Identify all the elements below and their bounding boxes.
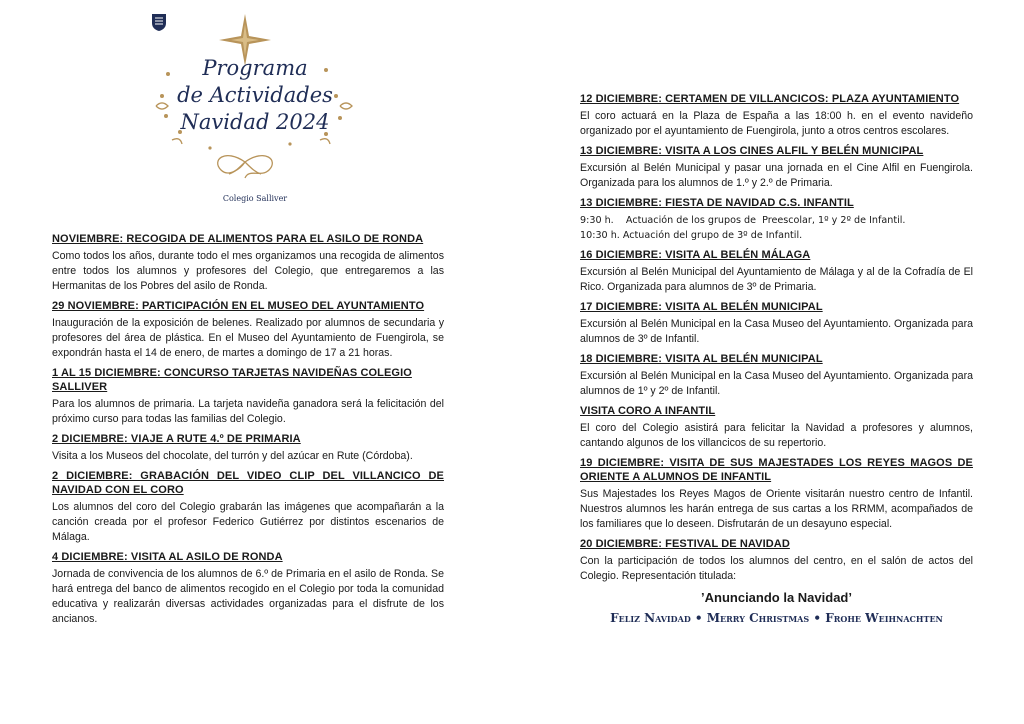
activity-description: Excursión al Belén Municipal y pasar una jornada en el Cine Alfil en Fuengirola. Organizada para los alumnos de 1.º y 2.º de Primaria. [580, 162, 973, 189]
activity-description: El coro actuará en la Plaza de España a las 18:00 h. en el evento navideño organizado por el ayuntamiento de Fuengirola, junto a otros centros escolares. [580, 110, 973, 137]
activity-entry [52, 232, 444, 294]
activity-entry [52, 366, 444, 427]
activity-entry [580, 248, 973, 295]
activity-heading: 16 DICIEMBRE: VISITA AL BELÉN MÁLAGA [580, 249, 811, 261]
activity-heading: 2 DICIEMBRE: GRABACIÓN DEL VIDEO CLIP DEL VILLANCICO DE NAVIDAD CON EL CORO [52, 470, 444, 496]
activity-heading: 17 DICIEMBRE: VISITA AL BELÉN MUNICIPAL [580, 301, 823, 313]
activity-heading: 19 DICIEMBRE: VISITA DE SUS MAJESTADES LOS REYES MAGOS DE ORIENTE A ALUMNOS DE INFANTIL [580, 457, 973, 483]
activity-description: Jornada de convivencia de los alumnos de 6.º de Primaria en el asilo de Ronda. Se hará entrega del banco de alimentos recogido en el Colegio por toda la comunidad educativa y realizarán diversas actividades organizadas para el disfrute de los ancianos. [52, 568, 444, 625]
activity-heading: 13 DICIEMBRE: VISITA A LOS CINES ALFIL Y BELÉN MUNICIPAL [580, 145, 924, 157]
activity-heading: 12 DICIEMBRE: CERTAMEN DE VILLANCICOS: PLAZA AYUNTAMIENTO [580, 93, 960, 105]
activity-entry [52, 432, 444, 464]
left-column [52, 232, 444, 632]
school-name: Colegio Salliver [222, 194, 288, 203]
activity-entry [580, 300, 973, 347]
program-logo [150, 12, 360, 212]
activity-heading: 2 DICIEMBRE: VIAJE A RUTE 4.º DE PRIMARIA [52, 433, 301, 445]
holiday-greetings: Feliz Navidad • Merry Christmas • Frohe Weihnachten [610, 611, 943, 625]
activity-entry [580, 404, 973, 451]
activity-description: Para los alumnos de primaria. La tarjeta navideña ganadora será la felicitación del próximo curso para todas las familias del Colegio. [52, 398, 444, 425]
activity-heading: NOVIEMBRE: RECOGIDA DE ALIMENTOS PARA EL ASILO DE RONDA [52, 233, 424, 245]
activity-entry [580, 92, 973, 139]
logo-title-line-2: de Actividades [177, 83, 333, 107]
activity-entry [52, 469, 444, 545]
activity-description: Sus Majestades los Reyes Magos de Oriente visitarán nuestro centro de Infantil. Nuestros alumnos les harán entrega de sus cartas a los RRMM, acompañados de los familiares que lo deseen. Disfrutarán de un desayuno especial. [580, 488, 973, 530]
activity-description: Como todos los años, durante todo el mes organizamos una recogida de alimentos entre todos los alumnos y profesores del Colegio, que entregaremos a las Hermanitas de los Pobres del asilo de Ronda. [52, 250, 444, 292]
activity-schedule [580, 213, 973, 243]
activity-description: El coro del Colegio asistirá para felicitar la Navidad a profesores y alumnos, cantando algunos de los villancicos de su repertorio. [580, 422, 973, 449]
logo-title-line-3: Navidad 2024 [180, 110, 330, 134]
activity-description: Inauguración de la exposición de belenes. Realizado por alumnos de secundaria y profesores del área de plástica. En el Museo del Ayuntamiento de Fuengirola, se expondrán hasta el 14 de enero, de martes a domingo de 17 a 21 horas. [52, 317, 444, 359]
activity-description: Con la participación de todos los alumnos del centro, en el salón de actos del Colegio. Representación titulada: [580, 555, 973, 582]
school-crest-icon [150, 12, 168, 32]
activity-heading: 20 DICIEMBRE: FESTIVAL DE NAVIDAD [580, 538, 790, 550]
activity-description: Excursión al Belén Municipal en la Casa Museo del Ayuntamiento. Organizada para alumnos de 3º de Infantil. [580, 318, 973, 345]
activity-heading: 29 NOVIEMBRE: PARTICIPACIÓN EN EL MUSEO DEL AYUNTAMIENTO [52, 300, 425, 312]
schedule-line: 10:30 h. Actuación del grupo de 3º de Infantil. [580, 230, 803, 241]
right-column [580, 92, 973, 625]
activity-entry [580, 456, 973, 532]
activity-description: Excursión al Belén Municipal del Ayuntamiento de Málaga y al de la Cofradía de El Rico. Organizada para alumnos de 3º de Primaria. [580, 266, 973, 293]
play-title: ’Anunciando la Navidad’ [701, 590, 852, 605]
activity-entry [52, 550, 444, 627]
activity-description: Los alumnos del coro del Colegio grabarán las imágenes que acompañarán a la canción creada por el profesor Federico Gutiérrez por distintos escenarios de Málaga. [52, 501, 444, 543]
activity-heading: 13 DICIEMBRE: FIESTA DE NAVIDAD C.S. INFANTIL [580, 197, 854, 209]
logo-title-line-1: Programa [202, 56, 308, 80]
activity-description: Visita a los Museos del chocolate, del turrón y del azúcar en Rute (Córdoba). [52, 450, 413, 462]
activity-entry [580, 144, 973, 191]
activity-entry [580, 352, 973, 399]
activity-heading: 1 AL 15 DICIEMBRE: CONCURSO TARJETAS NAVIDEÑAS COLEGIO SALLIVER [52, 367, 412, 393]
activity-entry [580, 196, 973, 243]
activity-heading: VISITA CORO A INFANTIL [580, 405, 716, 417]
activity-entry [52, 299, 444, 361]
schedule-line: 9:30 h. Actuación de los grupos de Preescolar, 1º y 2º de Infantil. [580, 215, 906, 226]
activity-heading: 18 DICIEMBRE: VISITA AL BELÉN MUNICIPAL [580, 353, 823, 365]
activity-entry [580, 537, 973, 584]
activity-heading: 4 DICIEMBRE: VISITA AL ASILO DE RONDA [52, 551, 283, 563]
activity-description: Excursión al Belén Municipal en la Casa Museo del Ayuntamiento. Organizada para alumnos de 1º y 2º de Infantil. [580, 370, 973, 397]
